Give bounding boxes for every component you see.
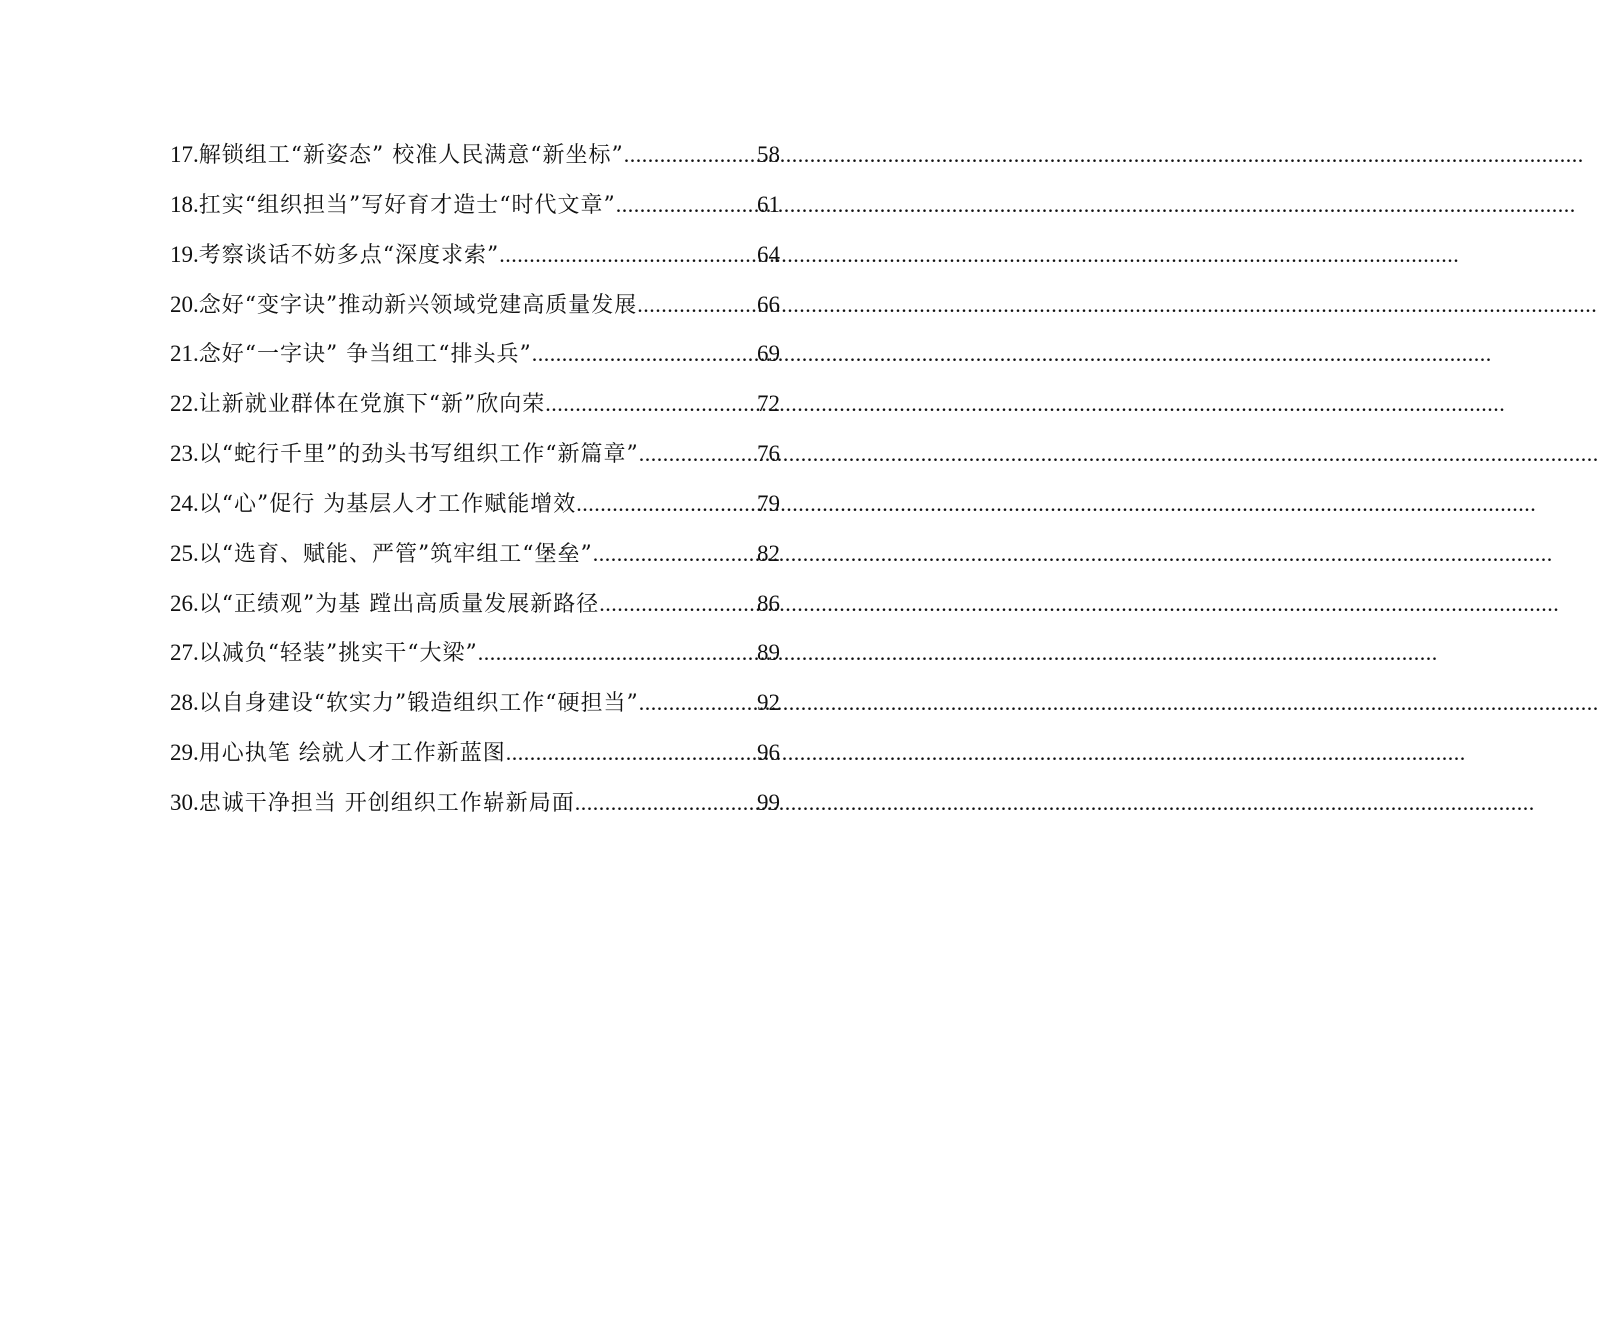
toc-entry-20 [170, 288, 780, 338]
toc-entry-page: 79 [757, 490, 780, 516]
toc-entry-30 [170, 786, 780, 836]
toc-entry-page: 72 [757, 391, 780, 417]
table-of-contents [170, 138, 780, 836]
toc-entry-page: 58 [757, 142, 780, 167]
toc-entry-number: 24. [170, 490, 199, 516]
toc-entry-title: 扛实“组织担当”写好育才造士“时代文章” [198, 192, 616, 218]
toc-entry-title: 以“蛇行千里”的劲头书写组织工作“新篇章” [198, 442, 639, 468]
toc-entry-number: 26. [170, 590, 199, 616]
toc-dot-leader [637, 292, 757, 318]
toc-entry-18 [170, 188, 780, 238]
toc-entry-29 [170, 736, 780, 786]
toc-entry-number: 29. [170, 740, 199, 766]
toc-entry-title: 念好“变字诀”推动新兴领域党建高质量发展 [198, 292, 638, 318]
toc-dot-leader [593, 541, 757, 567]
toc-entry-number: 30. [170, 789, 199, 815]
toc-entry-24 [170, 487, 780, 537]
toc-entry-28 [170, 686, 780, 736]
toc-entry-title: 以“心”促行 为基层人才工作赋能增效 [198, 491, 577, 517]
toc-dot-leader [576, 491, 757, 517]
toc-dot-leader [545, 391, 757, 417]
toc-dot-leader [616, 192, 757, 218]
toc-entry-page: 89 [757, 640, 780, 666]
toc-dot-leader [599, 591, 757, 617]
toc-entry-title: 用心执笔 绘就人才工作新蓝图 [198, 741, 506, 767]
toc-entry-page: 66 [757, 291, 780, 317]
toc-dot-leader [639, 441, 757, 467]
toc-entry-21 [170, 337, 780, 387]
toc-entry-27 [170, 636, 780, 686]
toc-entry-17 [170, 138, 780, 188]
toc-entry-title: 让新就业群体在党旗下“新”欣向荣 [198, 392, 546, 418]
toc-entry-number: 19. [170, 241, 199, 267]
toc-entry-title: 以自身建设“软实力”锻造组织工作“硬担当” [198, 691, 639, 717]
toc-entry-page: 82 [757, 540, 780, 566]
toc-entry-number: 17. [170, 142, 199, 167]
toc-entry-number: 25. [170, 540, 199, 566]
toc-dot-leader [506, 740, 757, 766]
toc-entry-page: 61 [757, 191, 780, 217]
toc-entry-page: 76 [757, 441, 780, 467]
toc-dot-leader [478, 640, 757, 666]
toc-entry-title: 考察谈话不妨多点“深度求索” [198, 242, 500, 268]
toc-entry-19 [170, 238, 780, 288]
toc-entry-number: 21. [170, 341, 199, 367]
toc-entry-page: 92 [757, 690, 780, 716]
toc-entry-22 [170, 387, 780, 437]
toc-entry-page: 69 [757, 341, 780, 367]
toc-entry-number: 22. [170, 391, 199, 417]
toc-dot-leader [639, 690, 757, 716]
toc-entry-25 [170, 537, 780, 587]
toc-entry-page: 86 [757, 590, 780, 616]
toc-entry-26 [170, 587, 780, 637]
toc-entry-title: 以“选育、赋能、严管”筑牢组工“堡垒” [198, 541, 593, 567]
toc-entry-title: 忠诚干净担当 开创组织工作崭新局面 [198, 790, 575, 816]
toc-entry-number: 18. [170, 191, 199, 217]
toc-entry-page: 99 [757, 789, 780, 815]
toc-dot-leader [532, 341, 757, 367]
toc-entry-number: 28. [170, 690, 199, 716]
toc-entry-title: 以“正绩观”为基 蹚出高质量发展新路径 [198, 591, 600, 617]
toc-dot-leader [499, 242, 757, 268]
toc-entry-page: 96 [757, 740, 780, 766]
toc-entry-page: 64 [757, 241, 780, 267]
toc-entry-title: 以减负“轻装”挑实干“大梁” [198, 641, 478, 667]
toc-entry-number: 20. [170, 291, 199, 317]
toc-dot-leader [575, 790, 757, 816]
toc-entry-title: 念好“一字诀” 争当组工“排头兵” [198, 342, 532, 368]
toc-entry-number: 27. [170, 640, 199, 666]
toc-entry-23 [170, 437, 780, 487]
toc-dot-leader [624, 142, 757, 168]
toc-entry-title: 解锁组工“新姿态” 校准人民满意“新坐标” [198, 143, 624, 168]
toc-entry-number: 23. [170, 441, 199, 467]
